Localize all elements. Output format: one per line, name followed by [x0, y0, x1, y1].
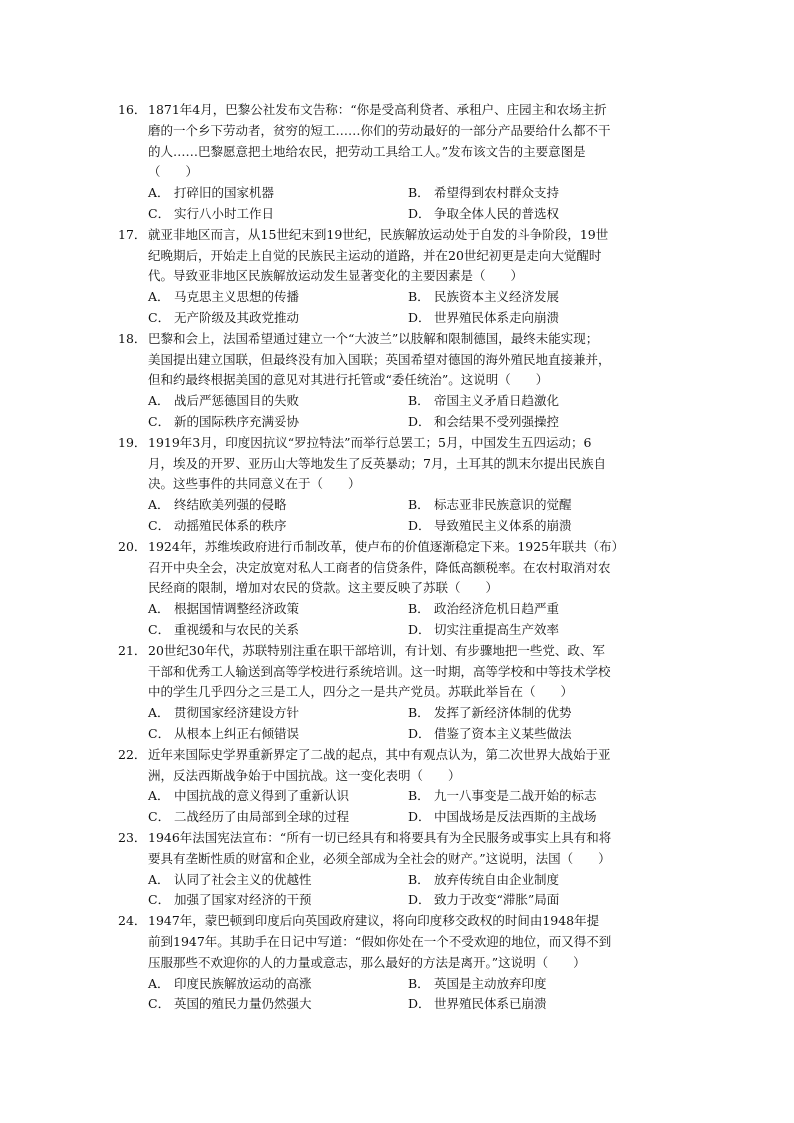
- stem-line: 代。导致亚非地区民族解放运动发生显著变化的主要因素是（ ）: [148, 268, 524, 284]
- question-stem: [148, 537, 678, 599]
- option-row: [148, 724, 678, 745]
- option-letter: B．: [408, 975, 430, 991]
- option-text: 中国战场是反法西斯的主战场: [434, 809, 597, 825]
- option-row: [148, 786, 678, 807]
- answer-options: [148, 287, 678, 329]
- option-text: 加强了国家对经济的干预: [174, 892, 312, 908]
- option-a: [148, 703, 408, 724]
- option-b: [408, 495, 668, 516]
- stem-line: 1919年3月，印度因抗议“罗拉特法”而举行总罢工；5月，中国发生五四运动；6: [148, 434, 592, 450]
- option-letter: D．: [408, 809, 431, 825]
- question-number: 20．: [118, 538, 147, 554]
- option-text: 致力于改变“滞胀”局面: [434, 892, 560, 908]
- option-text: 从根本上纠正右倾错误: [174, 725, 300, 741]
- question-22: [118, 745, 678, 828]
- option-text: 认同了社会主义的优越性: [174, 871, 312, 887]
- option-d: [408, 308, 668, 329]
- option-text: 政治经济危机日趋严重: [434, 601, 560, 617]
- option-a: [148, 599, 408, 620]
- option-text: 切实注重提高生产效率: [434, 621, 560, 637]
- option-text: 英国是主动放弃印度: [434, 975, 547, 991]
- stem-line: 干部和优秀工人输送到高等学校进行系统培训。这一时期，高等学校和中等技术学校: [148, 663, 611, 679]
- option-row: [148, 516, 678, 537]
- answer-options: [148, 495, 678, 537]
- option-text: 世界殖民体系走向崩溃: [434, 309, 560, 325]
- option-text: 马克思主义思想的传播: [174, 289, 300, 305]
- option-b: [408, 599, 668, 620]
- option-d: [408, 807, 668, 828]
- option-row: [148, 620, 678, 641]
- option-row: [148, 870, 678, 891]
- stem-line: 磨的一个乡下劳动者，贫穷的短工……你们的劳动最好的一部分产品要给什么都不干: [148, 122, 611, 138]
- option-row: [148, 412, 678, 433]
- option-text: 终结欧美列强的侵略: [174, 497, 287, 513]
- option-b: [408, 786, 668, 807]
- stem-line: 中的学生几乎四分之三是工人，四分之一是共产党员。苏联此举旨在（ ）: [148, 684, 574, 700]
- stem-line: 民经商的限制，增加对农民的贷款。这主要反映了苏联（ ）: [148, 580, 499, 596]
- option-text: 争取全体人民的普选权: [434, 205, 560, 221]
- stem-line: 决。这些事件的共同意义在于（ ）: [148, 476, 361, 492]
- question-stem: [148, 641, 678, 703]
- option-text: 无产阶级及其政党推动: [174, 309, 300, 325]
- answer-options: [148, 974, 678, 1016]
- option-letter: D．: [408, 621, 431, 637]
- answer-options: [148, 183, 678, 225]
- option-text: 民族资本主义经济发展: [434, 289, 560, 305]
- stem-line: 洲，反法西斯战争始于中国抗战。这一变化表明（ ）: [148, 767, 461, 783]
- stem-line: 召开中央全会，决定放宽对私人工商者的信贷条件，降低高额税率。在农村取消对农: [148, 559, 611, 575]
- option-letter: A．: [148, 601, 170, 617]
- option-d: [408, 204, 668, 225]
- option-letter: A．: [148, 185, 170, 201]
- option-text: 和会结果不受列强操控: [434, 413, 560, 429]
- question-number: 21．: [118, 642, 147, 658]
- option-text: 打碎旧的国家机器: [174, 185, 275, 201]
- option-letter: D．: [408, 725, 431, 741]
- stem-line: 20世纪30年代，苏联特别注重在职干部培训，有计划、有步骤地把一些党、政、军: [148, 642, 605, 658]
- option-row: [148, 994, 678, 1015]
- option-text: 重视缓和与农民的关系: [174, 621, 300, 637]
- option-letter: D．: [408, 517, 431, 533]
- option-text: 印度民族解放运动的高涨: [174, 975, 312, 991]
- option-d: [408, 994, 668, 1015]
- option-text: 世界殖民体系已崩溃: [434, 996, 547, 1012]
- option-row: [148, 599, 678, 620]
- stem-line: 的人……巴黎愿意把土地给农民，把劳动工具给工人。”发布该文告的主要意图是: [148, 143, 586, 159]
- question-stem: [148, 225, 678, 287]
- option-c: [148, 204, 408, 225]
- option-text: 九一八事变是二战开始的标志: [434, 788, 597, 804]
- option-d: [408, 516, 668, 537]
- question-17: [118, 225, 678, 329]
- option-letter: B．: [408, 289, 430, 305]
- option-text: 英国的殖民力量仍然强大: [174, 996, 312, 1012]
- question-18: [118, 329, 678, 433]
- option-text: 标志亚非民族意识的觉醒: [434, 497, 572, 513]
- answer-options: [148, 870, 678, 912]
- option-letter: B．: [408, 393, 430, 409]
- stem-line: 前到1947年。其助手在日记中写道：“假如你处在一个不受欢迎的地位，而又得不到: [148, 933, 612, 949]
- option-row: [148, 890, 678, 911]
- option-text: 战后严惩德国目的失败: [174, 393, 300, 409]
- option-letter: C．: [148, 309, 171, 325]
- option-c: [148, 890, 408, 911]
- option-b: [408, 974, 668, 995]
- option-a: [148, 495, 408, 516]
- stem-line: 近年来国际史学界重新界定了二战的起点，其中有观点认为，第二次世界大战始于亚: [148, 746, 611, 762]
- option-letter: D．: [408, 892, 431, 908]
- question-number: 22．: [118, 746, 147, 762]
- option-letter: C．: [148, 809, 171, 825]
- option-c: [148, 516, 408, 537]
- option-a: [148, 870, 408, 891]
- option-letter: C．: [148, 621, 171, 637]
- stem-line: 巴黎和会上，法国希望通过建立一个“大波兰”以肢解和限制德国，最终未能实现；: [148, 330, 599, 346]
- option-letter: A．: [148, 975, 170, 991]
- stem-line: 压服那些不欢迎你的人的力量或意志，那么最好的方法是离开。”这说明（ ）: [148, 954, 586, 970]
- option-row: [148, 183, 678, 204]
- option-d: [408, 890, 668, 911]
- option-row: [148, 974, 678, 995]
- option-a: [148, 974, 408, 995]
- option-letter: B．: [408, 705, 430, 721]
- option-text: 贯彻国家经济建设方针: [174, 705, 300, 721]
- answer-options: [148, 599, 678, 641]
- option-a: [148, 391, 408, 412]
- option-letter: D．: [408, 996, 431, 1012]
- stem-line: 1946年法国宪法宣布：“所有一切已经具有和将要具有为全民服务或事实上具有和将: [148, 830, 612, 845]
- question-16: [118, 100, 678, 225]
- option-text: 导致殖民主义体系的崩溃: [434, 517, 572, 533]
- stem-line: 纪晚期后，开始走上自觉的民族民主运动的道路，并在20世纪初更是走向大觉醒时: [148, 247, 602, 263]
- stem-line: 美国提出建立国联，但最终没有加入国联；英国希望对德国的海外殖民地直接兼并，: [148, 351, 611, 367]
- option-letter: A．: [148, 497, 170, 513]
- option-letter: D．: [408, 309, 431, 325]
- option-d: [408, 620, 668, 641]
- option-letter: C．: [148, 413, 171, 429]
- option-b: [408, 870, 668, 891]
- option-row: [148, 391, 678, 412]
- option-b: [408, 703, 668, 724]
- answer-options: [148, 703, 678, 745]
- option-letter: C．: [148, 892, 171, 908]
- option-letter: C．: [148, 725, 171, 741]
- question-23: [118, 828, 678, 911]
- option-c: [148, 620, 408, 641]
- question-stem: [148, 100, 678, 183]
- option-row: [148, 287, 678, 308]
- question-21: [118, 641, 678, 745]
- option-letter: A．: [148, 289, 170, 305]
- option-text: 希望得到农村群众支持: [434, 185, 560, 201]
- option-letter: B．: [408, 871, 430, 887]
- option-letter: C．: [148, 205, 171, 221]
- option-c: [148, 308, 408, 329]
- question-stem: [148, 433, 678, 495]
- option-row: [148, 204, 678, 225]
- option-letter: A．: [148, 788, 170, 804]
- option-text: 发挥了新经济体制的优势: [434, 705, 572, 721]
- stem-line: 就亚非地区而言，从15世纪末到19世纪，民族解放运动处于自发的斗争阶段，19世: [148, 226, 609, 242]
- question-24: [118, 911, 678, 1015]
- option-a: [148, 786, 408, 807]
- option-d: [408, 724, 668, 745]
- option-row: [148, 807, 678, 828]
- option-row: [148, 703, 678, 724]
- option-b: [408, 287, 668, 308]
- option-text: 二战经历了由局部到全球的过程: [174, 809, 350, 825]
- option-letter: C．: [148, 517, 171, 533]
- option-a: [148, 183, 408, 204]
- stem-line: （ ）: [148, 164, 199, 180]
- option-text: 放弃传统自由企业制度: [434, 871, 560, 887]
- option-letter: B．: [408, 601, 430, 617]
- option-c: [148, 994, 408, 1015]
- option-text: 中国抗战的意义得到了重新认识: [174, 788, 350, 804]
- option-c: [148, 412, 408, 433]
- question-number: 17．: [118, 226, 147, 242]
- option-letter: D．: [408, 205, 431, 221]
- question-number: 19．: [118, 434, 147, 450]
- option-b: [408, 183, 668, 204]
- question-19: [118, 433, 678, 537]
- question-stem: [148, 911, 678, 973]
- option-c: [148, 724, 408, 745]
- stem-line: 1947年，蒙巴顿到印度后向英国政府建议，将向印度移交政权的时间由1948年提: [148, 913, 600, 929]
- option-row: [148, 308, 678, 329]
- option-text: 新的国际秩序充满妥协: [174, 413, 300, 429]
- question-number: 23．: [118, 830, 147, 845]
- stem-line: 1924年，苏维埃政府进行币制改革，使卢布的价值逐渐稳定下来。1925年联共（布）: [148, 538, 625, 554]
- question-stem: [148, 828, 678, 870]
- option-b: [408, 391, 668, 412]
- option-text: 动摇殖民体系的秩序: [174, 517, 287, 533]
- option-c: [148, 807, 408, 828]
- option-letter: D．: [408, 413, 431, 429]
- option-text: 借鉴了资本主义某些做法: [434, 725, 572, 741]
- question-number: 16．: [118, 102, 147, 117]
- option-text: 帝国主义矛盾日趋激化: [434, 393, 560, 409]
- option-letter: B．: [408, 788, 430, 804]
- option-letter: B．: [408, 497, 430, 513]
- option-d: [408, 412, 668, 433]
- option-text: 实行八小时工作日: [174, 205, 275, 221]
- option-a: [148, 287, 408, 308]
- option-letter: B．: [408, 185, 430, 201]
- option-text: 根据国情调整经济政策: [174, 601, 300, 617]
- answer-options: [148, 786, 678, 828]
- option-row: [148, 495, 678, 516]
- stem-line: 但和约最终根据美国的意见对其进行托管或“委任统治”。这说明（ ）: [148, 372, 549, 388]
- question-number: 24．: [118, 913, 147, 929]
- question-20: [118, 537, 678, 641]
- question-number: 18．: [118, 330, 147, 346]
- question-stem: [148, 329, 678, 391]
- option-letter: A．: [148, 393, 170, 409]
- option-letter: C．: [148, 996, 171, 1012]
- option-letter: A．: [148, 705, 170, 721]
- option-letter: A．: [148, 871, 170, 887]
- answer-options: [148, 391, 678, 433]
- stem-line: 月，埃及的开罗、亚历山大等地发生了反英暴动；7月，土耳其的凯末尔提出民族自: [148, 455, 606, 471]
- question-stem: [148, 745, 678, 787]
- stem-line: 要具有垄断性质的财富和企业，必须全部成为全社会的财产。”这说明，法国（ ）: [148, 850, 611, 866]
- stem-line: 1871年4月，巴黎公社发布文告称：“你是受高利贷者、承租户、庄园主和农场主折: [148, 102, 607, 117]
